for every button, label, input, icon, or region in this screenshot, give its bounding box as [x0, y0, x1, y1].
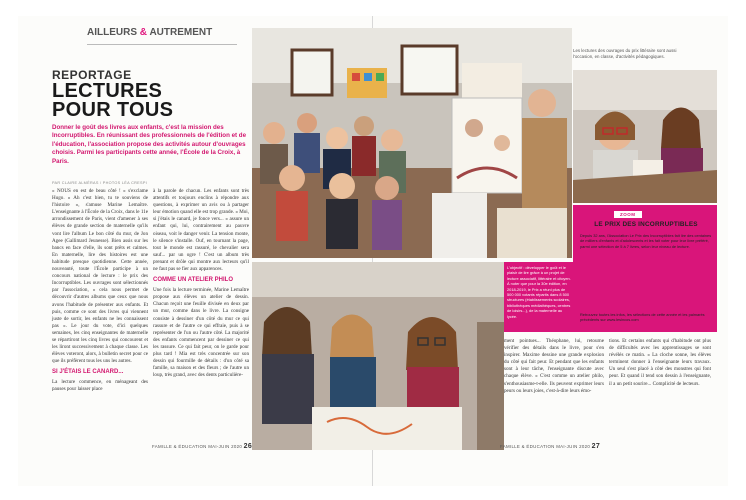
- subhead-atelier-philo: COMME UN ATELIER PHILO: [153, 277, 233, 284]
- article-kicker: REPORTAGE: [52, 68, 132, 82]
- text-column-3: [504, 338, 604, 395]
- column-3-paragraph-1: ment pointues... Théophane, lui, retourne vérifier des détails dans le livre, pour s'en inspirer. Maxime dessine une grande explosion du côté qui fait peur. Et pendant que les enfants sont à leur tâche, l'enseignante discute avec chaque élève. « C'est comme un atelier philo, s'enthousiasme-t-elle. Ils peuvent exprimer leurs peurs ou leurs joies, c'est-à-dire leurs émo-: [504, 338, 604, 394]
- zoom-title: LE PRIX DES INCORRUPTIBLES: [594, 221, 698, 228]
- section-rule: [87, 44, 237, 45]
- article-title-line2: POUR TOUS: [52, 99, 174, 121]
- section-label-amp: &: [139, 27, 148, 38]
- zoom-note: Retrouvez toutes les infos, les sélections de cette année et les palmarès précédents sur www.lesincos.com: [580, 312, 705, 323]
- column-2-paragraph-1: à la parole de chacun. Les enfants sont très attentifs et toujours enclins à répondre aux questions, à exprimer un avis ou à partager leur émotion quand elle est trop grande. « Moi, si j'étais le canard, je fonce vers... » assure un enfant qui, lui, contrairement au pauvre oiseau, voit le danger venir. La tension monte, le silence s'installe. Ouf, en tournant la page, tout le monde est rassuré, le chevalier sera sauf... par un ogre ! C'est un album très prenant et drôle qui montre aux lecteurs qu'il ne faut pas se fier aux apparences.: [153, 188, 249, 273]
- photo-caption: Les lectures des ouvrages du prix littéraire sont aussi l'occasion, en classe, d'activités pédagogiques.: [573, 48, 677, 59]
- zoom-objective-text: L'objectif : développer le goût et le plaisir de lire grâce à un projet de lecture associatif, littéraire et citoyen. À noter que pour la 30e édition, en 2018-2019, le Prix a réuni plus de 500 000 votants répartis dans 8 500 structures (établissements scolaires, bibliothèques médiathèques, centres de loisirs...), de la maternelle au lycée.: [507, 265, 571, 319]
- zoom-tag: ZOOM: [614, 211, 642, 218]
- zoom-body: Depuis 32 ans, l'Association Le Prix des Incorruptibles fait lire des centaines de milliers d'enfants et d'adolescents et les fait voter pour leur livre préféré, parmi une sélection de 5 à 7 livres, selon leur niveau de lecture.: [580, 233, 712, 249]
- girl-with-glasses-photo: [573, 70, 717, 203]
- text-column-2: [153, 188, 249, 379]
- footer-left: [152, 443, 252, 450]
- article-title-line1: LECTURES: [52, 80, 163, 102]
- text-column-4: [609, 338, 711, 388]
- column-1-paragraph-1: « NOUS en est de beau côté ! » s'exclame Hugo. « Ah c'est bien, tu te souviens de l'histoire », s'amuse Marine Lemaître. L'enseignante à l'École de la Croix, dans le 11e arrondissement de Paris, vient d'amener à ses élèves de grande section de maternelle qu'ils vont lire l'album Le bon côté du mur, de Jon Agee (Gallimard Jeunesse). Bien assis sur les bancs en face d'elle, ils sont prêts et calmes. En maternelle, lire des histoires est une habitude presque quotidienne. Cette année, nouveauté, toute l'École participe à un concours national de lecture : le prix des Incorruptibles. Les ouvrages sont sélectionnés par l'association, « cela nous permet de découvrir d'autres albums que ceux que nous avons l'habitude de présenter aux enfants. Et puis, comme ce sont des livres qui viennent juste de sortir, les enfants ne les connaissent pas ». Le jour du vote, d'ici quelques semaines, les cinq enseignantes de maternelle se répartiront les cinq livres qui concourent et les liront successivement à chaque classe. Les élèves voteront, alors, à bulletin secret pour ce que ils préfèrent tous les uns les autres.: [52, 188, 148, 365]
- footer-left-magazine: FAMILLE & ÉDUCATION: [152, 444, 207, 449]
- column-4-paragraph-1: tions. Et certains enfants qui d'habitude ont plus de difficultés avec les apprentissages se sont révélés ce matin. » La cloche sonne, les élèves terminent donner à l'enseignante leurs travaux. Un seul s'est placé à côté des monstres qui font peur. Et quand il tend son dessin à l'enseignante, il a un petit sourire... Complicité de lecteurs.: [609, 338, 711, 387]
- drawing-workshop-photo: [252, 262, 504, 450]
- page-number-left: 26: [243, 443, 253, 450]
- footer-right-date: MAI-JUIN 2020: [556, 444, 591, 449]
- article-intro: Donner le goût des livres aux enfants, c'est la mission des Incorruptibles. En réunissant des professionnels de l'édition et de l'éducation, l'association propose des activités autour d'ouvrages choisis. Parmi les participants cette année, l'École de la Croix, à Paris.: [52, 124, 247, 165]
- footer-left-date: MAI-JUIN 2020: [208, 444, 243, 449]
- page-number-right: 27: [591, 443, 601, 450]
- column-2-paragraph-2: Une fois la lecture terminée, Marine Lemaître propose aux élèves un atelier de dessin. Chacun reçoit une feuille divisée en deux par un mur, comme dans le livre. La consigne consiste à dessiner d'un côté du mur ce qui rassure et de l'autre ce qui effraie, puis à se représenter de l'un ou l'autre côté. La majorité des enfants commencent par dessiner ce qui les rassure. Ce qui fait peur, on le garde pour plus tard ! Mia est très concentrée sur son dessin qui fourmille de détails : d'un côté sa famille, sa maison et des fleurs ; de l'autre un loup, très grand, avec des dents particulière-: [153, 287, 249, 379]
- footer-right-magazine: FAMILLE & ÉDUCATION: [500, 444, 555, 449]
- footer-right: [500, 443, 600, 450]
- section-label: [87, 27, 212, 38]
- column-1-paragraph-2: La lecture commence, en ménageant des pauses pour laisser place: [52, 379, 148, 393]
- article-title: [52, 82, 173, 120]
- section-label-b: AUTREMENT: [149, 27, 213, 38]
- classroom-photo: [252, 28, 572, 258]
- subhead-canard: SI J'ÉTAIS LE CANARD...: [52, 369, 124, 376]
- section-label-a: AILLEURS: [87, 27, 137, 38]
- text-column-1: [52, 188, 148, 394]
- article-byline: PAR CLAIRE ALMÉRAS / PHOTOS LÉA CRESPI: [52, 181, 148, 185]
